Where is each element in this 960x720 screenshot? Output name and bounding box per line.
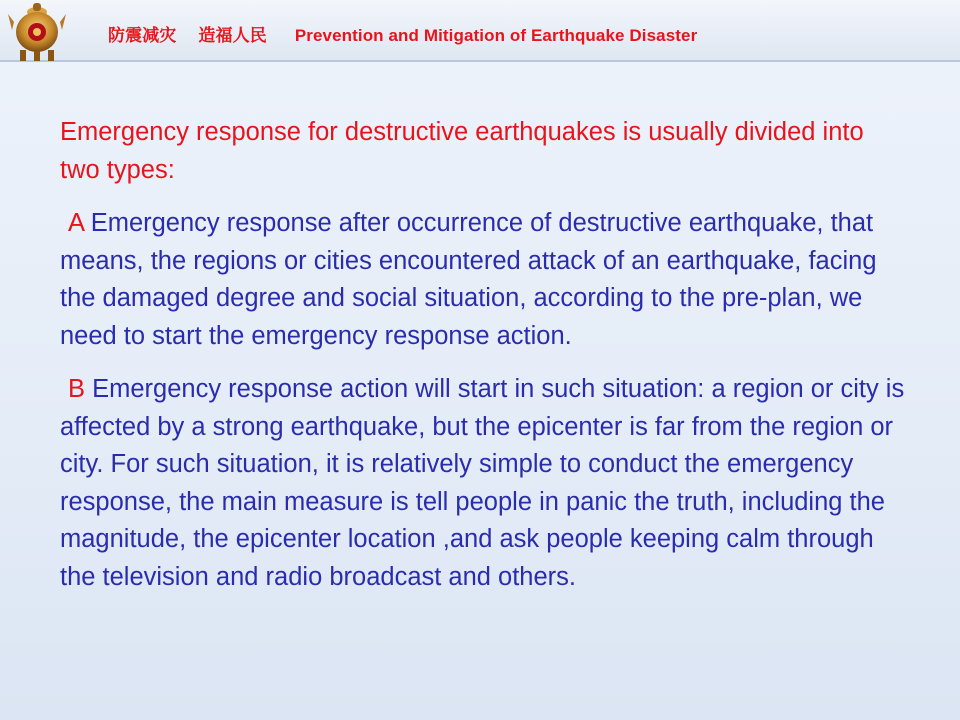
intro-text: Emergency response for destructive earthquakes is usually divided into two types: [60,118,864,184]
item-b-marker: B [68,375,86,403]
item-a-text: Emergency response after occurrence of destructive earthquake, that means, the regions or cities encountered attack of an earthquake, facing the damaged degree and social situation, according to the pre-plan, we need to start the emergency response action. [60,209,877,350]
header-title [108,21,697,46]
header-title-en: Prevention and Mitigation of Earthquake Disaster [294,26,698,45]
item-a [60,205,910,355]
item-b [60,371,910,596]
slide-body [60,114,910,596]
header-bar [0,0,960,62]
item-b-text: Emergency response action will start in such situation: a region or city is affected by a strong earthquake, but the epicenter is far from the region or city. For such situation, it is relatively simple to conduct the emergency response, the main measure is tell people in panic the truth, including the magnitude, the epicenter location ,and ask people keeping calm through the television and radio broadcast and others. [60,375,905,591]
emblem-icon [6,0,68,62]
header-title-cn-2: 造福人民 [198,26,267,46]
item-a-marker: A [68,209,84,237]
header-title-cn-1: 防震减灾 [108,26,177,46]
